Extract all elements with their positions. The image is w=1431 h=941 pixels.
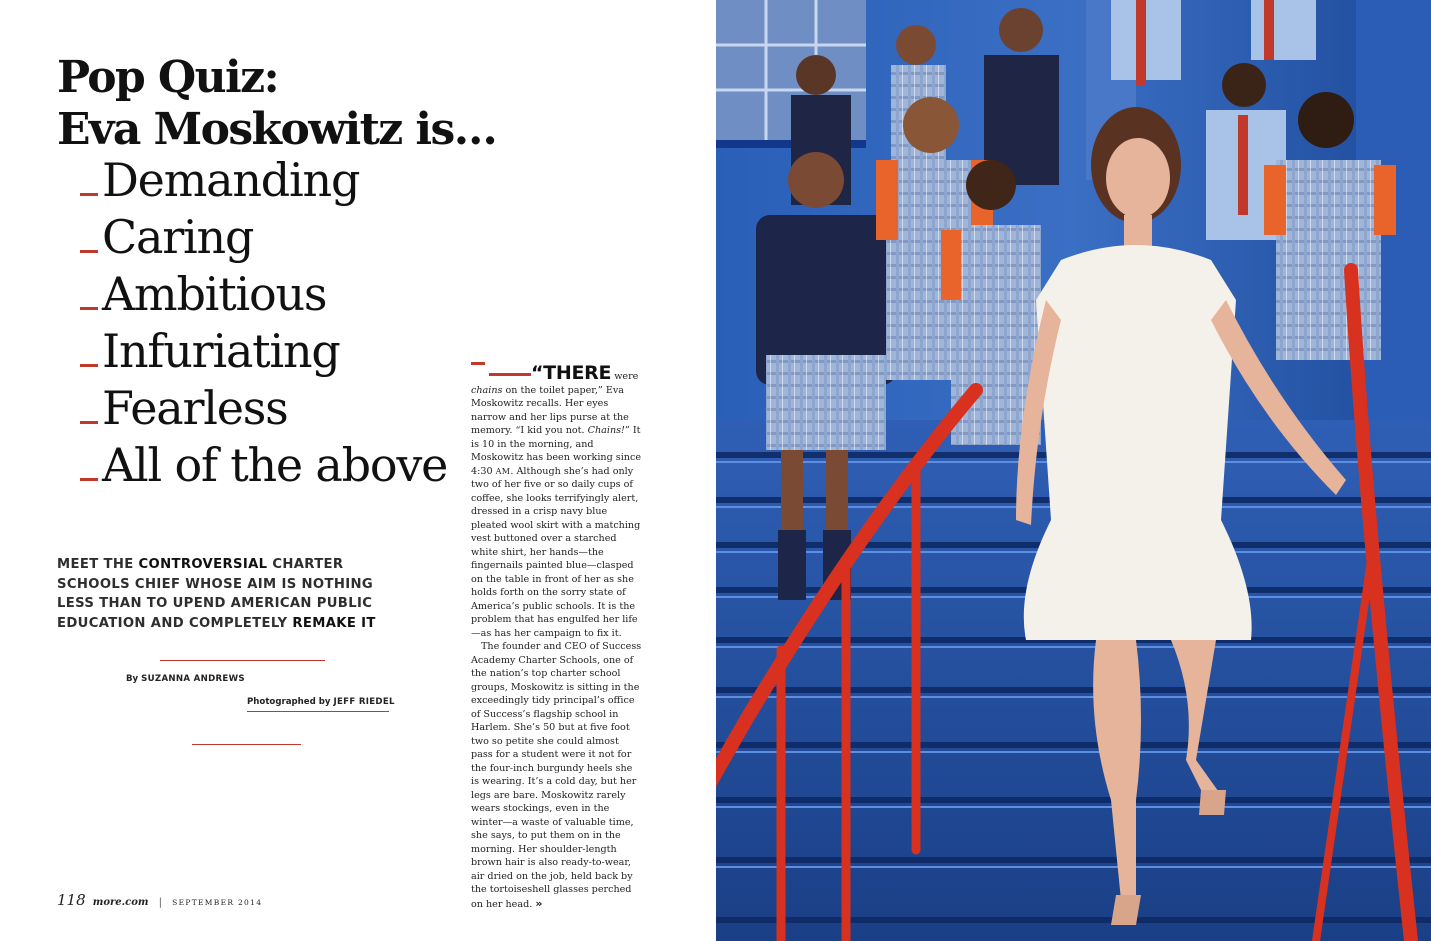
- answer-blank-mark: [80, 307, 98, 310]
- answer-blank-mark: [80, 364, 98, 367]
- byline: By SUZANNA ANDREWS: [126, 674, 245, 684]
- byline-rule-top: [160, 660, 325, 661]
- answer-blank-mark: [80, 421, 98, 424]
- answer-blank-mark: [80, 193, 98, 196]
- article-body: [471, 364, 643, 911]
- answer-blank-mark: [80, 478, 98, 481]
- article-paragraph-2: The founder and CEO of Success Academy Charter Schools, one of the nation’s top charter school groups, Moskowitz is sitting in the exceedingly tidy principal’s office of Success’s flagship school in Harlem. She’s 50 but at five foot two so petite she could almost pass for a student were it not for the four-inch burgundy heels she is wearing. It’s a cold day, but her legs are bare. Moskowitz rarely wears stockings, even in the winter—a waste of valuable time, she says, to put them on in the morning. Her shoulder-length brown hair is also ready-to-wear, air dried on the job, held back by the tortoiseshell glasses perched on her head. »: [471, 641, 642, 910]
- quiz-choice: Ambitious: [80, 266, 447, 323]
- headline: [57, 52, 497, 156]
- quiz-choice: Fearless: [80, 380, 447, 437]
- quiz-choices: [80, 152, 447, 494]
- headline-line-1: Pop Quiz:: [57, 52, 279, 103]
- photo-credit: Photographed by JEFF RIEDEL: [247, 697, 395, 707]
- dek: MEET THE CONTROVERSIAL CHARTER SCHOOLS CHIEF WHOSE AIM IS NOTHING LESS THAN TO UPEND AMERICAN PUBLIC EDUCATION AND COMPLETELY REMAKE IT: [57, 557, 376, 631]
- quiz-choice: Demanding: [80, 152, 447, 209]
- magazine-site: more.com: [92, 897, 149, 908]
- article-paragraph-1: “THERE were chains on the toilet paper,” Eva Moskowitz recalls. Her eyes narrow and her lips purse at the memory. “I kid you not. Chains!” It is 10 in the morning, and Moskowitz has been working since 4:30 AM. Although she’s had only two of her five or so daily cups of coffee, she looks terrifyingly alert, dressed in a crisp navy blue pleated wool skirt with a matching vest buttoned over a starched white shirt, her hands—the fingernails painted blue—clasped on the table in front of her as she holds forth on the sorry state of America’s public schools. It is the problem that has engulfed her life—as has her campaign to fix it.: [471, 362, 641, 639]
- folio: [57, 891, 262, 909]
- lead-word: “THERE: [531, 362, 612, 384]
- quiz-choice: Caring: [80, 209, 447, 266]
- quiz-choice: All of the above: [80, 437, 447, 494]
- credits-rule-bottom: [192, 744, 301, 745]
- cover-photo: [716, 0, 1431, 941]
- lead-accent-marks: [471, 369, 531, 379]
- issue-date: SEPTEMBER 2014: [172, 898, 263, 907]
- folio-separator: |: [158, 897, 162, 908]
- right-page: [716, 0, 1431, 941]
- photo-credit-rule: [247, 711, 389, 712]
- answer-blank-mark: [80, 250, 98, 253]
- page-number: 118: [57, 891, 86, 909]
- headline-line-2: Eva Moskowitz is…: [57, 104, 497, 155]
- continue-arrow-icon: »: [535, 896, 543, 910]
- quiz-choice: Infuriating: [80, 323, 447, 380]
